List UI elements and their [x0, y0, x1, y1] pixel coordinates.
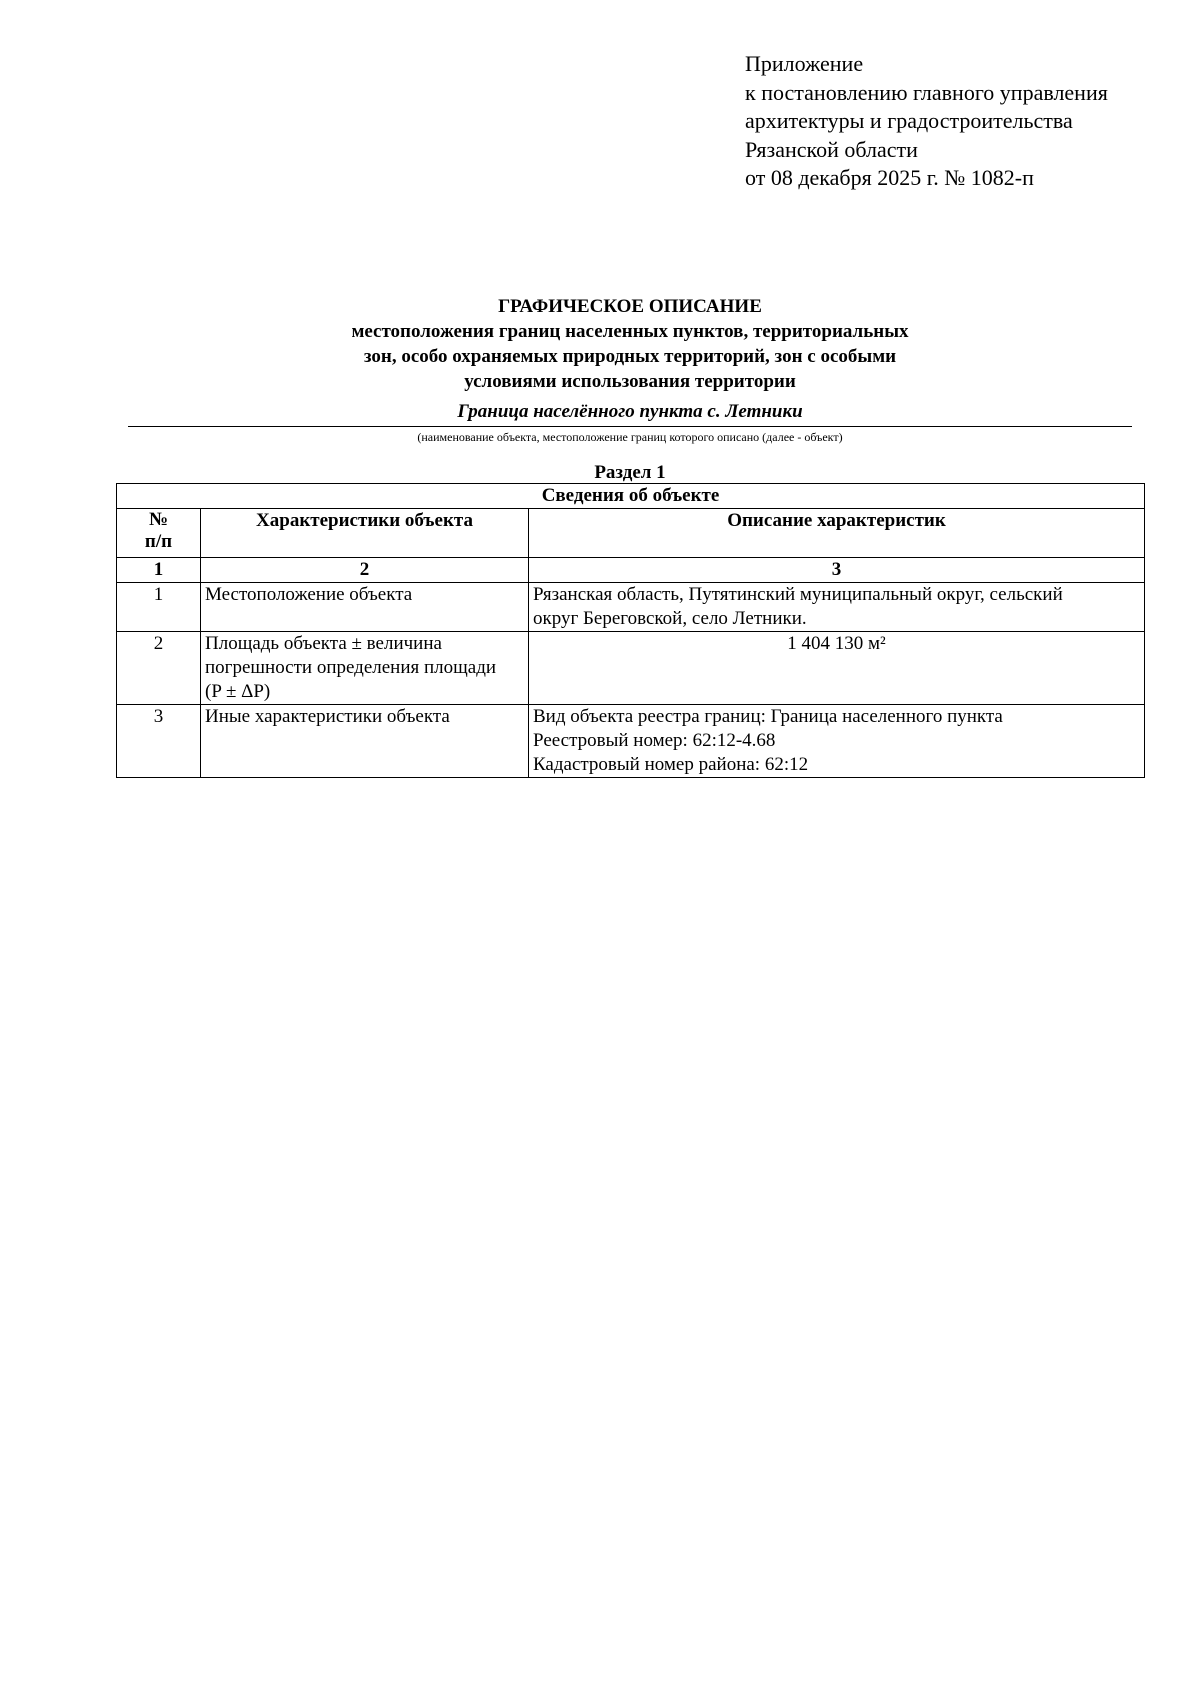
row-description: Вид объекта реестра границ: Граница населенного пункта Реестровый номер: 62:12-4.68 Кадастровый номер района: 62:12 [529, 705, 1145, 778]
row-description: Рязанская область, Путятинский муниципальный округ, сельский округ Береговской, село Летники. [529, 583, 1145, 632]
document-title: ГРАФИЧЕСКОЕ ОПИСАНИЕ [498, 296, 762, 317]
appendix-date-line: от 08 декабря 2025 г. № 1082-п [745, 165, 1034, 190]
row-area-value: 1 404 130 м² [529, 632, 1145, 705]
document-subtitle-line: местоположения границ населенных пунктов, территориальных [351, 321, 909, 342]
section-title: Раздел 1 [594, 462, 666, 483]
row-number: 1 [117, 583, 201, 632]
appendix-line: к постановлению главного управления [745, 79, 1108, 105]
row-number: 3 [117, 705, 201, 778]
header-characteristics: Характеристики объекта [201, 509, 529, 558]
appendix-line: Рязанской области [745, 136, 918, 162]
document-subtitle-line: зон, особо охраняемых природных территорий, зон с особыми [363, 346, 897, 367]
row-characteristic: Площадь объекта ± величина погрешности определения площади (P ± ΔP) [201, 632, 529, 705]
column-number-row [117, 558, 1145, 583]
document-heading [128, 294, 1132, 394]
header-description: Описание характеристик [529, 509, 1145, 558]
object-name-caption: (наименование объекта, местоположение границ которого описано (далее - объект) [417, 430, 843, 444]
column-number: 2 [201, 558, 529, 583]
row-number: 2 [117, 632, 201, 705]
table-header-row [117, 509, 1145, 558]
appendix-line: Приложение [745, 51, 864, 76]
table-caption: Сведения об объекте [117, 484, 1145, 509]
table-row [117, 632, 1145, 705]
header-number: № п/п [117, 509, 201, 558]
row-characteristic: Местоположение объекта [201, 583, 529, 632]
object-info-table [116, 483, 1145, 778]
column-number: 1 [117, 558, 201, 583]
row-characteristic: Иные характеристики объекта [201, 705, 529, 778]
table-row [117, 705, 1145, 778]
appendix-block [745, 50, 1108, 193]
table-row [117, 583, 1145, 632]
column-number: 3 [529, 558, 1145, 583]
document-subtitle-line: условиями использования территории [464, 371, 796, 392]
object-name-underline [128, 426, 1132, 427]
appendix-line: архитектуры и градостроительства [745, 108, 1073, 133]
object-name: Граница населённого пункта с. Летники [457, 401, 803, 422]
